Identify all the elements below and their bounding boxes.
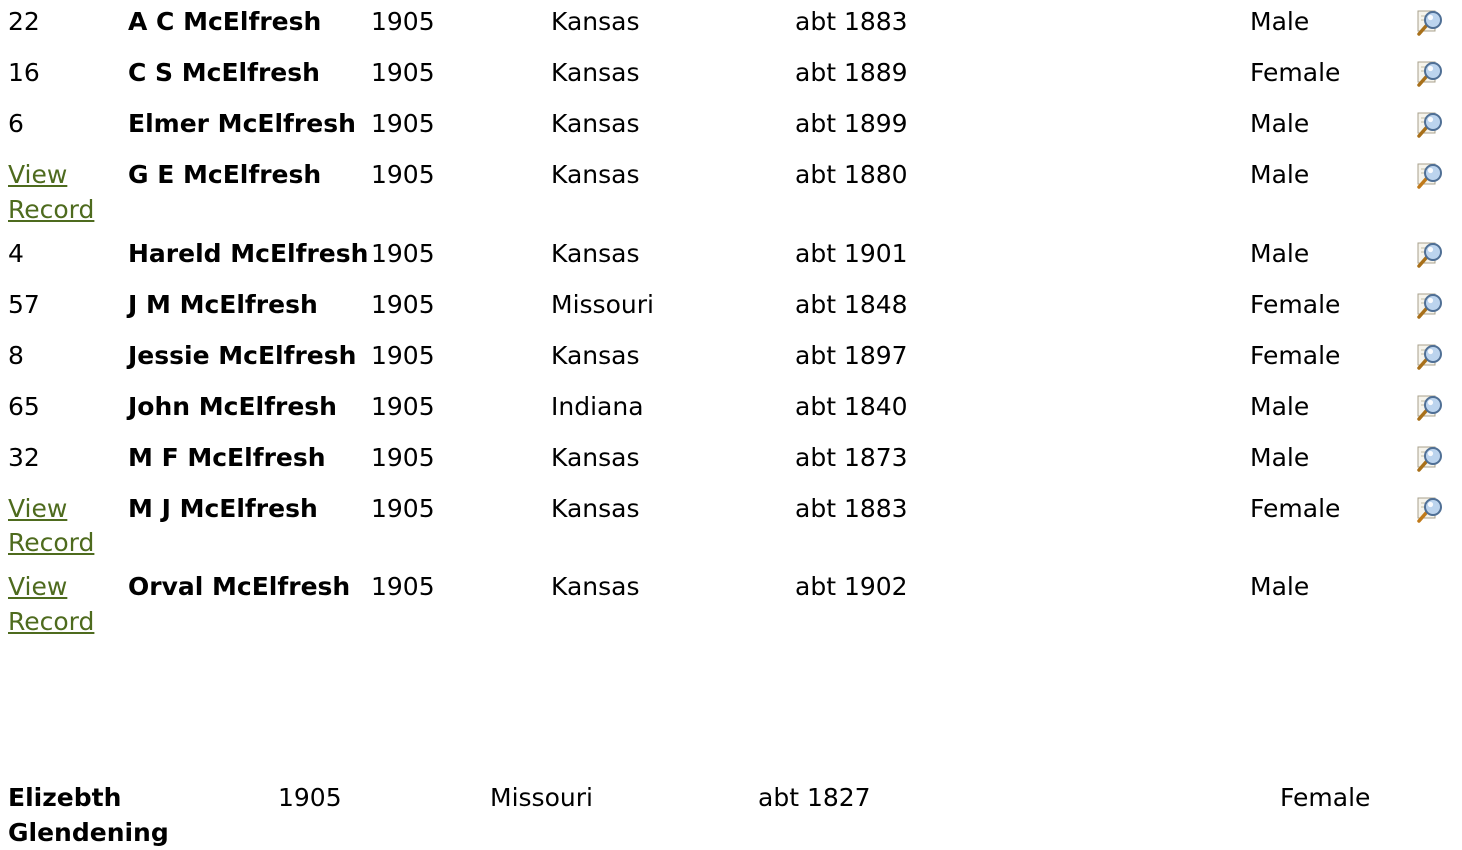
person-name: Jessie McElfresh [128,340,357,370]
record-place: Kansas [551,7,640,36]
record-place: Kansas [551,572,640,601]
birth-year: abt 1901 [795,238,908,268]
record-year: 1905 [371,238,435,268]
person-name: C S McElfresh [128,58,320,87]
lookup-cell [1410,492,1458,571]
record-lookup-icon[interactable] [1415,494,1445,524]
table-row [8,5,1458,56]
gender: Female [1250,340,1341,370]
record-year: 1905 [371,289,435,319]
birth-year: abt 1883 [795,493,908,523]
birth-year: abt 1897 [795,340,908,370]
record-lookup-icon[interactable] [1415,7,1445,37]
lookup-cell [1410,107,1458,158]
birth-year: abt 1902 [795,572,908,601]
table-row [8,492,1458,571]
gender: Male [1250,238,1310,268]
record-year: 1905 [371,442,435,472]
view-record-link[interactable]: View Record [8,572,95,636]
birth-year: abt 1889 [795,58,908,87]
gender: Male [1250,7,1310,36]
record-age: 4 [8,238,24,268]
table-row [8,107,1458,158]
lookup-cell [1410,570,1458,649]
record-year: 1905 [371,109,435,138]
gender: Female [1250,493,1341,523]
record-place: Indiana [551,391,644,421]
table-row [8,158,1458,237]
record-place: Kansas [551,340,640,370]
person-name: J M McElfresh [128,289,318,319]
view-record-cell [8,570,128,649]
person-name: Hareld McElfresh [128,238,369,268]
record-lookup-icon[interactable] [1415,443,1445,473]
person-name: Elmer McElfresh [128,109,356,138]
record-age: 22 [8,7,40,36]
lookup-cell [1410,441,1458,492]
record-lookup-icon[interactable] [1415,160,1445,190]
record-year: 1905 [371,572,435,601]
gender: Female [1250,289,1341,319]
records-table [8,5,1458,649]
view-record-cell [8,158,128,237]
record-place: Kansas [551,109,640,138]
person-name: Orval McElfresh [128,572,351,601]
record-age: 32 [8,442,40,472]
person-name: G E McElfresh [128,160,322,189]
record-age: 8 [8,340,24,370]
table-row [8,288,1458,339]
person-name: M F McElfresh [128,442,326,472]
record-year: 1905 [371,58,435,87]
lookup-cell [1410,288,1458,339]
record-year: 1905 [278,783,342,812]
birth-year: abt 1848 [795,289,908,319]
gender: Female [1250,58,1341,87]
record-age: 16 [8,58,40,87]
view-record-link[interactable]: View Record [8,160,95,224]
person-name: John McElfresh [128,391,337,421]
table-row [8,441,1458,492]
gender: Male [1250,391,1310,421]
birth-year: abt 1883 [795,7,908,36]
record-place: Missouri [551,289,654,319]
record-place: Kansas [551,238,640,268]
record-age: 6 [8,109,24,138]
record-lookup-icon[interactable] [1415,58,1445,88]
record-year: 1905 [371,7,435,36]
record-age: 57 [8,289,40,319]
table-row [8,339,1458,390]
gender: Male [1250,572,1310,601]
lookup-cell [1410,339,1458,390]
lookup-cell [1410,237,1458,288]
table-row [8,237,1458,288]
record-age: 65 [8,391,40,421]
view-record-link[interactable]: View Record [8,493,95,557]
person-name: Elizebth Glendening [8,783,169,847]
gender: Male [1250,160,1310,189]
record-year: 1905 [371,493,435,523]
lookup-cell [1410,158,1458,237]
record-year: 1905 [371,340,435,370]
gender: Female [1280,783,1371,812]
record-place: Missouri [490,783,593,812]
birth-year: abt 1840 [795,391,908,421]
lookup-cell [1410,5,1458,56]
birth-year: abt 1827 [758,783,871,812]
table-row [8,781,1458,850]
second-records-table [8,781,1458,850]
record-year: 1905 [371,391,435,421]
birth-year: abt 1880 [795,160,908,189]
records-table-body [8,5,1458,649]
table-row [8,390,1458,441]
record-lookup-icon[interactable] [1415,290,1445,320]
gender: Male [1250,442,1310,472]
record-place: Kansas [551,493,640,523]
table-row [8,570,1458,649]
record-lookup-icon[interactable] [1415,392,1445,422]
record-year: 1905 [371,160,435,189]
table-row [8,56,1458,107]
record-place: Kansas [551,442,640,472]
lookup-cell [1410,56,1458,107]
gender: Male [1250,109,1310,138]
person-name: A C McElfresh [128,7,322,36]
view-record-cell [8,492,128,571]
record-lookup-icon[interactable] [1415,239,1445,269]
birth-year: abt 1873 [795,442,908,472]
record-place: Kansas [551,160,640,189]
person-name: M J McElfresh [128,493,318,523]
record-lookup-icon[interactable] [1415,341,1445,371]
birth-year: abt 1899 [795,109,908,138]
record-lookup-icon[interactable] [1415,109,1445,139]
lookup-cell [1410,390,1458,441]
record-place: Kansas [551,58,640,87]
